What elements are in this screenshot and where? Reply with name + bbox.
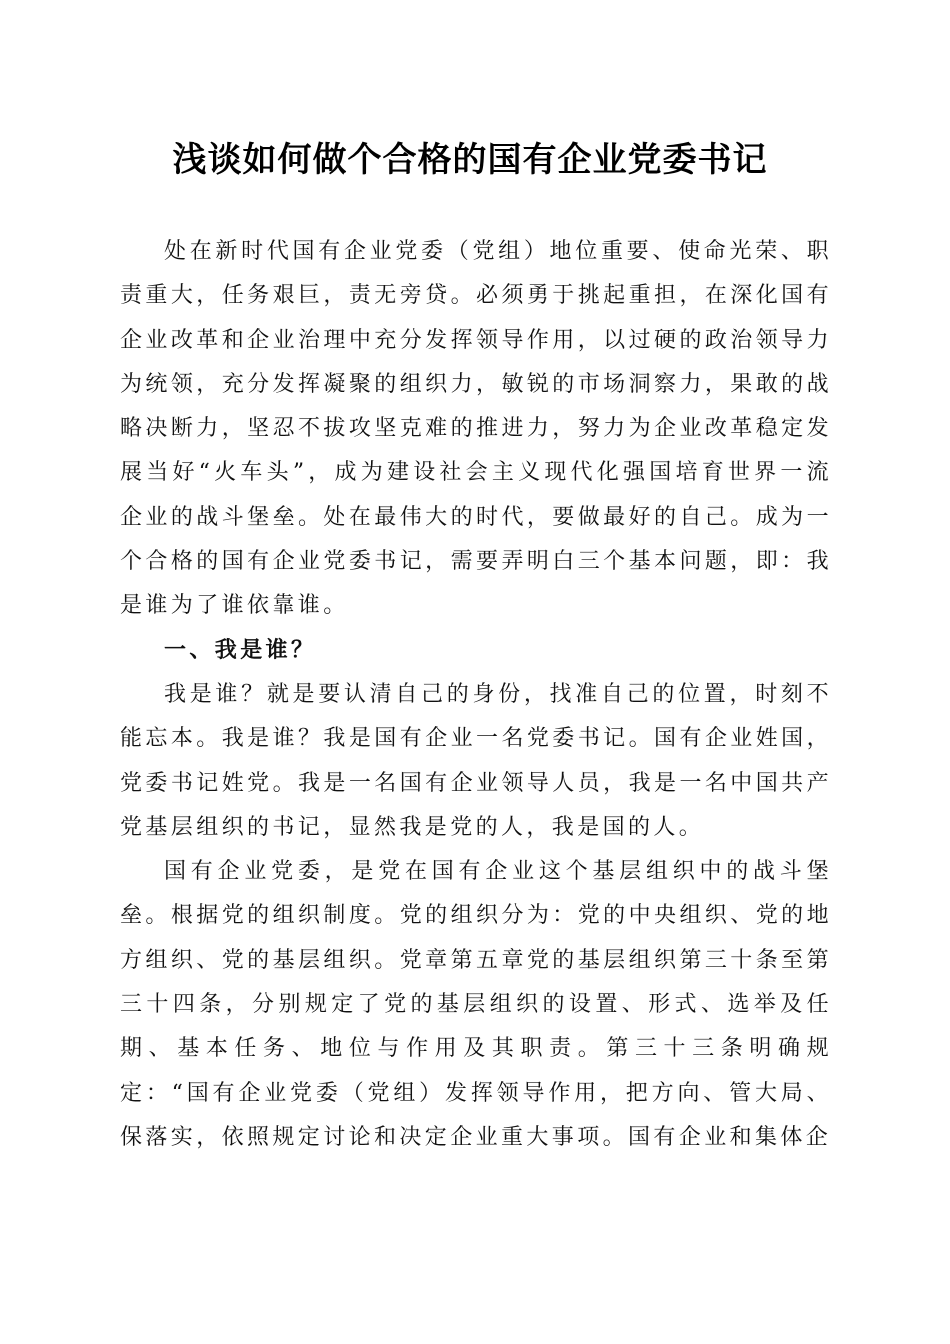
- document-title: 浅谈如何做个合格的国有企业党委书记: [172, 140, 768, 180]
- document-body: [120, 230, 832, 1160]
- section-heading-who-am-i: 一、我是谁？: [164, 637, 317, 663]
- paragraph-party-committee: 国有企业党委，是党在国有企业这个基层组织中的战斗堡垒。根据党的组织制度。党的组织分为：党的中央组织、党的地方组织、党的基层组织。党章第五章党的基层组织第三十条至第三十四条，分别规定了党的基层组织的设置、形式、选举及任期、基本任务、地位与作用及其职责。第三十三条明确规定：“国有企业党委（党组）发挥领导作用，把方向、管大局、保落实，依照规定讨论和决定企业重大事项。国有企业和集体企: [120, 859, 832, 1150]
- paragraph-identity: 我是谁？就是要认清自己的身份，找准自己的位置，时刻不能忘本。我是谁？我是国有企业一名党委书记。国有企业姓国，党委书记姓党。我是一名国有企业领导人员，我是一名中国共产党基层组织的书记，显然我是党的人，我是国的人。: [120, 681, 832, 840]
- paragraph-intro: 处在新时代国有企业党委（党组）地位重要、使命光荣、职责重大，任务艰巨，责无旁贷。必须勇于挑起重担，在深化国有企业改革和企业治理中充分发挥领导作用，以过硬的政治领导力为统领，充分发挥凝聚的组织力，敏锐的市场洞察力，果敢的战略决断力，坚忍不拔攻坚克难的推进力，努力为企业改革稳定发展当好“火车头”，成为建设社会主义现代化强国培育世界一流企业的战斗堡垒。处在最伟大的时代，要做最好的自己。成为一个合格的国有企业党委书记，需要弄明白三个基本问题，即：我是谁为了谁依靠谁。: [120, 239, 832, 619]
